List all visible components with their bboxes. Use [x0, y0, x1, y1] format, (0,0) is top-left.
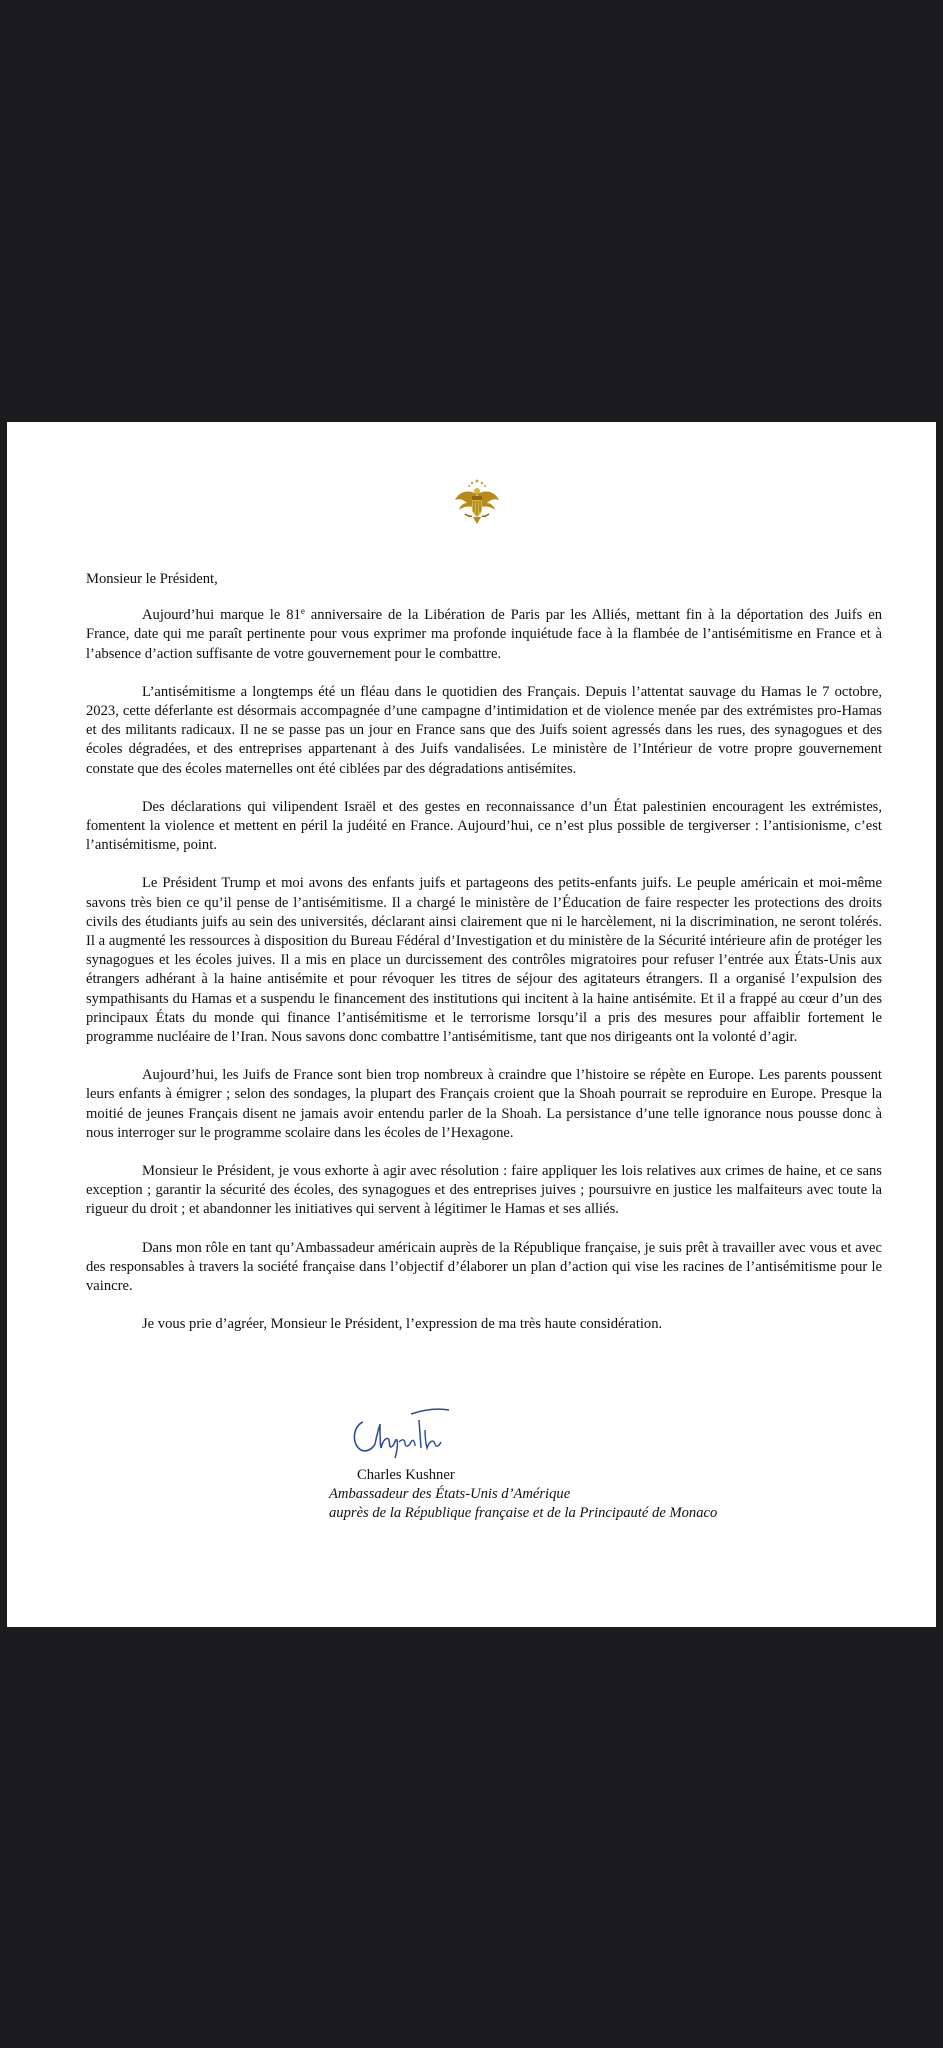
- signature-block: [329, 1440, 849, 1524]
- ordinal-superscript: e: [300, 606, 305, 617]
- paragraph-antisemitism-scourge: L’antisémitisme a longtemps été un fléau dans le quotidien des Français. Depuis l’attentat sauvage du Hamas le 7 octobre, 2023, cette déferlante est désormais accompagnée d’une campagne d’intimidation et de violence menée par des extrémistes pro-Hamas et des militants radicaux. Il ne se passe pas un jour en France sans que des Juifs soient agressés dans les rues, des synagogues et des écoles dégradées, et des entreprises appartenant à des Juifs vandalisées. Le ministère de l’Intérieur de votre propre gouvernement constate que des écoles maternelles ont été ciblées par des dégradations antisémites.: [86, 683, 882, 777]
- closing-formula: Je vous prie d’agréer, Monsieur le Président, l’expression de ma très haute considération.: [142, 1316, 663, 1333]
- letter-page: [7, 422, 936, 1627]
- paragraph-1-start: Aujourd’hui marque le 81: [142, 607, 301, 624]
- paragraph-exhortation: Monsieur le Président, je vous exhorte à agir avec résolution : faire appliquer les lois relatives aux crimes de haine, et ce sans exception ; garantir la sécurité des écoles, des synagogues et des entreprises juives ; poursuivre en justice les malfaiteurs avec toute la rigueur du droit ; et abandonner les initiatives qui servent à légitimer le Hamas et ses alliés.: [86, 1163, 882, 1218]
- salutation: Monsieur le Président,: [86, 571, 218, 587]
- paragraph-liberation: [86, 606, 882, 664]
- paragraph-president-trump: Le Président Trump et moi avons des enfants juifs et partageons des petits-enfants juifs. Le peuple américain et moi-même savons très bien ce qu’il pense de l’antisémitisme. Il a chargé le ministère de l’Éducation de faire respecter les protections des droits civils des étudiants juifs au sein des universités, déclarant ainsi clairement que ni le harcèlement, ni la discrimination, ne seront tolérés. Il a augmenté les ressources à disposition du Bureau Fédéral d’Investigation et du ministère de la Sécurité intérieure afin de protéger les synagogues et les écoles juives. Il a mis en place un durcissement des contrôles migratoires pour refuser l’entrée aux États-Unis aux étrangers adhérant à la haine antisémite et pour révoquer les titres de séjour des agitateurs étrangers. Il a organisé l’expulsion des sympathisants du Hamas et a suspendu le financement des institutions qui incitent à la haine antisémite. Et il a frappé au cœur d’un des principaux États du monde qui finance l’antisémitisme et le terrorisme lorsqu’il a pris des mesures pour affaiblir fortement le programme nucléaire de l’Iran. Nous savons donc combattre l’antisémitisme, tant que nos dirigeants ont la volonté d’agir.: [86, 875, 882, 1046]
- letter-body: [86, 570, 882, 1354]
- paragraph-declarations: Des déclarations qui vilipendent Israël et des gestes en reconnaissance d’un État palestinien encouragent les extrémistes, fomentent la violence et mettent en péril la judéité en France. Aujourd’hui, ce n’est plus possible de tergiverser : l’antisionisme, c’est l’antisémitisme, point.: [86, 798, 882, 854]
- handwritten-signature: [349, 1400, 469, 1460]
- great-seal-eagle-icon: [451, 476, 503, 528]
- signer-title-line-2: auprès de la République française et de la Principauté de Monaco: [329, 1505, 718, 1522]
- signer-name: Charles Kushner: [357, 1467, 455, 1483]
- paragraph-1-end: anniversaire de la Libération de Paris par les Alliés, mettant fin à la déportation des Juifs en France, date qui me paraît pertinente pour vous exprimer ma profonde inquiétude face à la flambée de l’antisémitisme en France et à l’absence d’action suffisante de votre gouvernement pour le combattre.: [86, 607, 882, 662]
- signer-title-line-1: Ambassadeur des États-Unis d’Amérique: [329, 1486, 571, 1503]
- paragraph-ambassador-role: Dans mon rôle en tant qu’Ambassadeur américain auprès de la République française, je suis prêt à travailler avec vous et avec des responsables à travers la société française dans l’objectif d’élaborer un plan d’action qui vise les racines de l’antisémitisme pour le vaincre.: [86, 1239, 882, 1295]
- paragraph-jews-of-france: Aujourd’hui, les Juifs de France sont bien trop nombreux à craindre que l’histoire se répète en Europe. Les parents poussent leurs enfants à émigrer ; selon des sondages, la plupart des Français croient que la Shoah pourrait se reproduire en Europe. Presque la moitié de jeunes Français disent ne jamais avoir entendu parler de la Shoah. La persistance d’une telle ignorance nous pousse donc à nous interroger sur le programme scolaire dans les écoles de l’Hexagone.: [86, 1067, 882, 1141]
